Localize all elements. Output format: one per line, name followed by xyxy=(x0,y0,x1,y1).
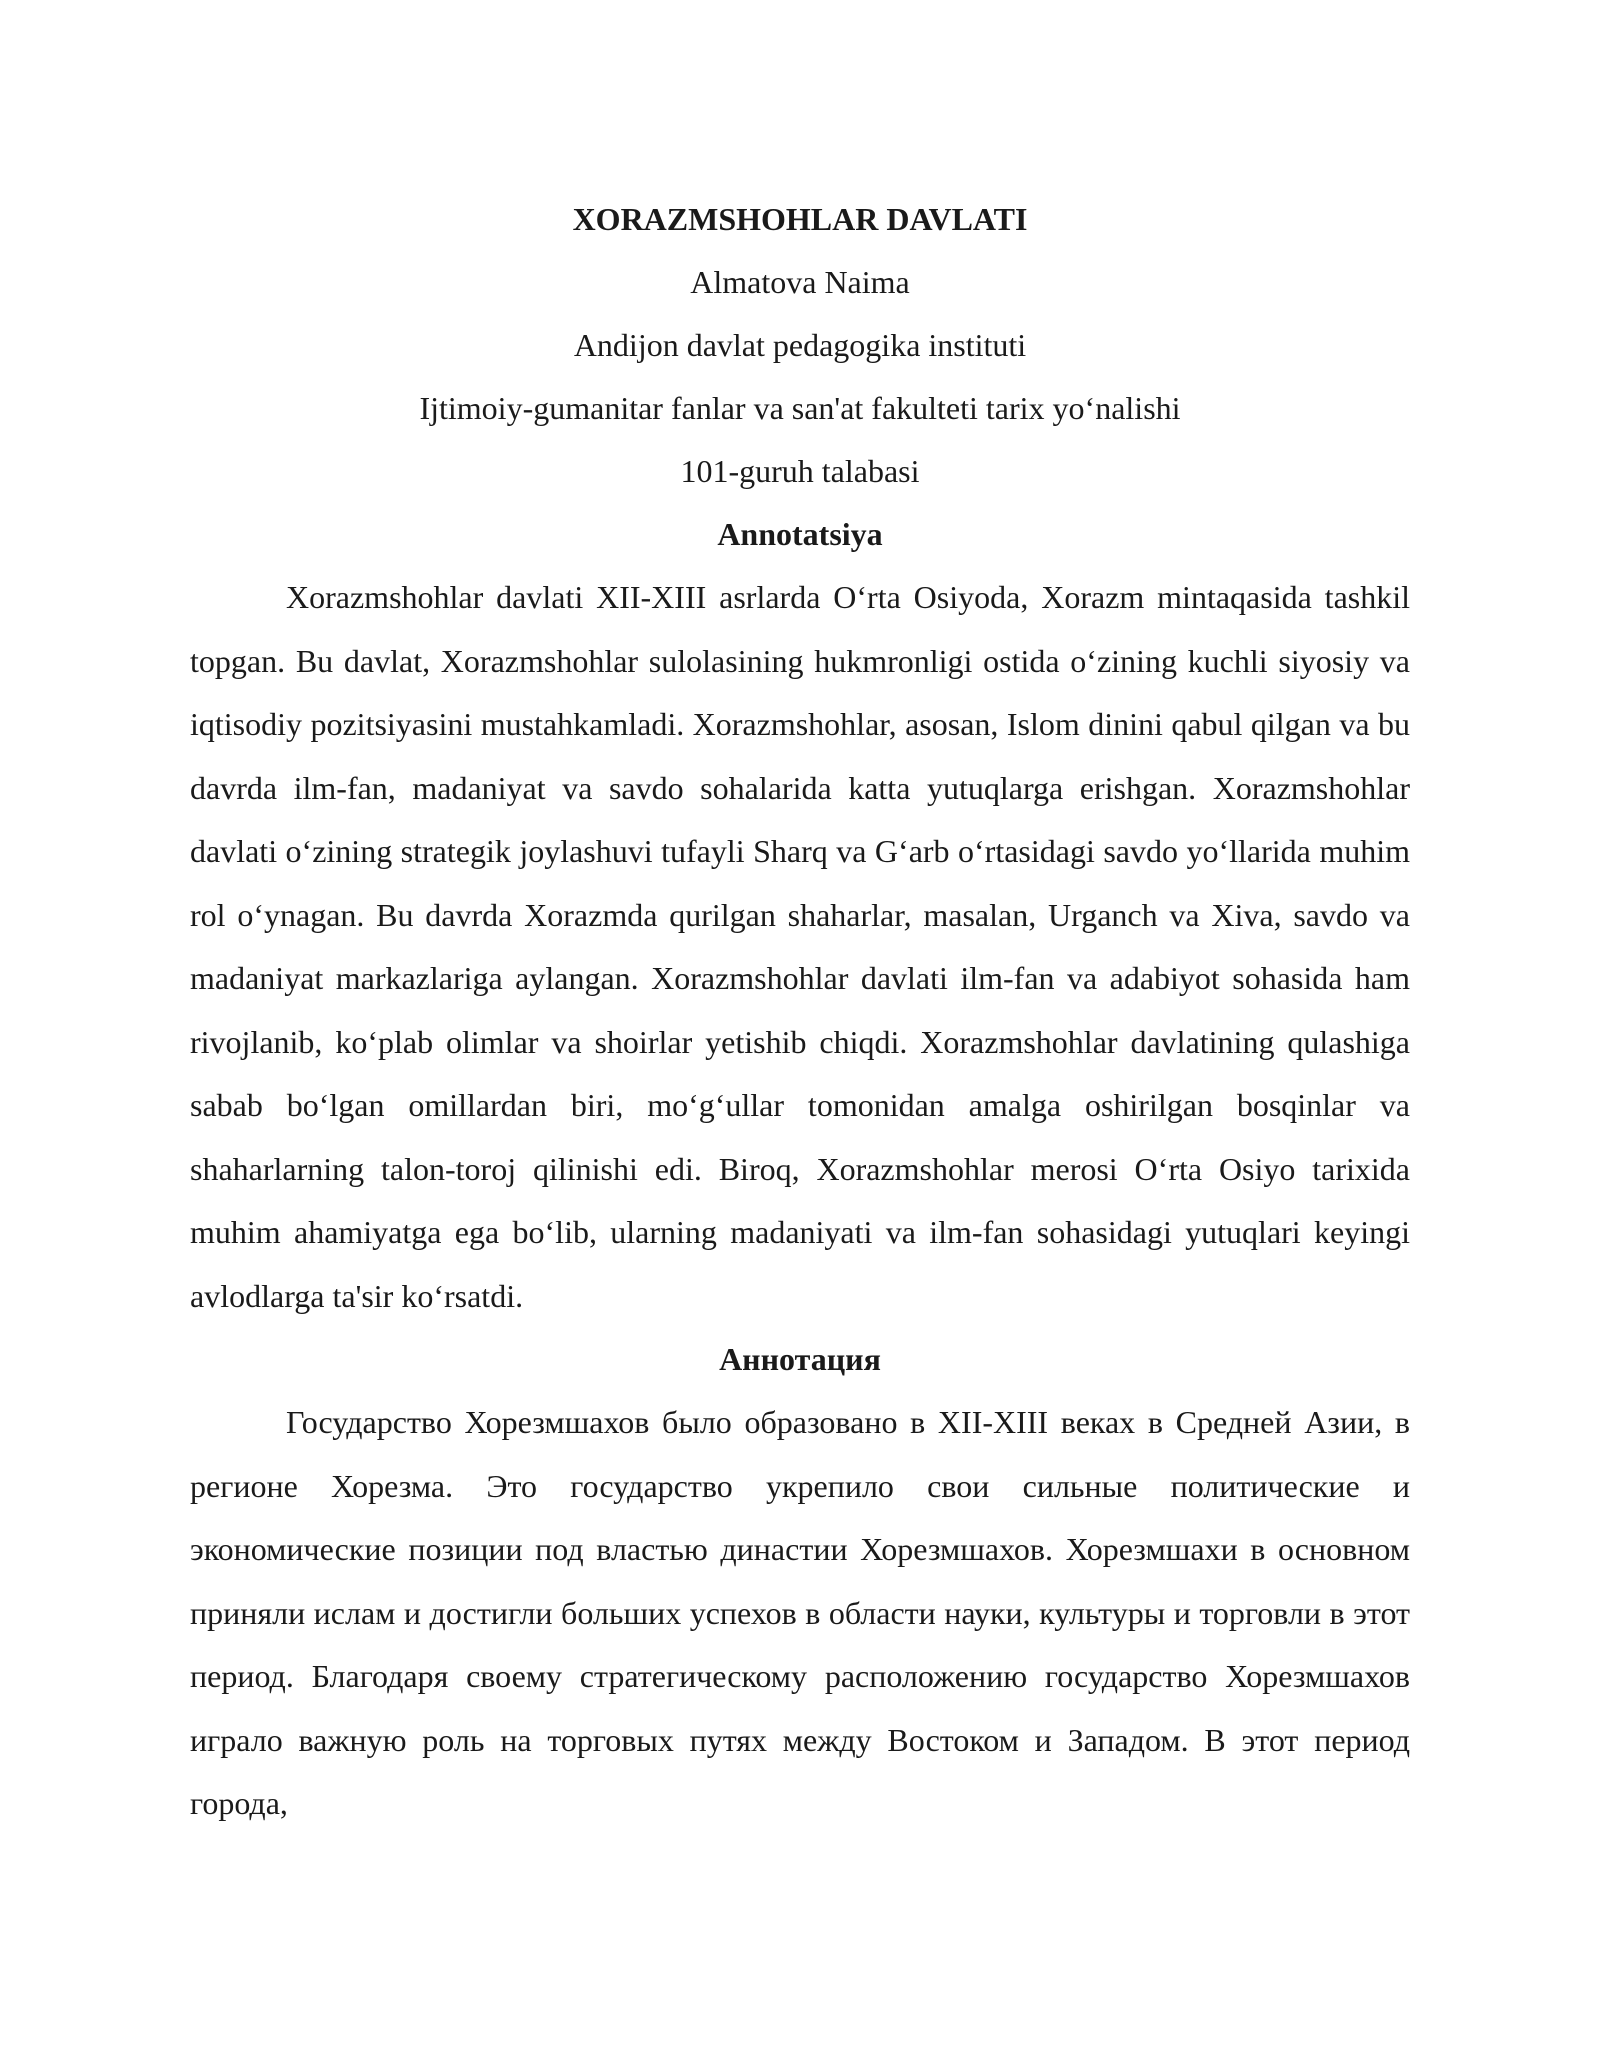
faculty-name: Ijtimoiy-gumanitar fanlar va san'at fakulteti tarix yo‘nalishi xyxy=(419,390,1181,426)
author-name: Almatova Naima xyxy=(690,264,910,300)
annotation-ru-paragraph: Государство Хорезмшахов было образовано в XII-XIII веках в Средней Азии, в регионе Хорезма. Это государство укрепило свои сильные политические и экономические позиции под властью династии Хорезмшахов. Хорезмшахи в основном приняли ислам и достигли больших успехов в области науки, культуры и торговли в этот период. Благодаря своему стратегическому расположению государство Хорезмшахов играло важную роль на торговых путях между Востоком и Западом. В этот период города, xyxy=(190,1404,1410,1821)
document-page xyxy=(190,188,1410,1836)
annotation-ru-heading: Аннотация xyxy=(719,1341,881,1377)
institution-name: Andijon davlat pedagogika instituti xyxy=(573,327,1027,363)
student-group: 101-guruh talabasi xyxy=(680,453,920,489)
annotation-uz-paragraph: Xorazmshohlar davlati XII-XIII asrlarda O‘rta Osiyoda, Xorazm mintaqasida tashkil topgan. Bu davlat, Xorazmshohlar sulolasining hukmronligi ostida o‘zining kuchli siyosiy va iqtisodiy pozitsiyasini mustahkamladi. Xorazmshohlar, asosan, Islom dinini qabul qilgan va bu davrda ilm-fan, madaniyat va savdo sohalarida katta yutuqlarga erishgan. Xorazmshohlar davlati o‘zining strategik joylashuvi tufayli Sharq va G‘arb o‘rtasidagi savdo yo‘llarida muhim rol o‘ynagan. Bu davrda Xorazmda qurilgan shaharlar, masalan, Urganch va Xiva, savdo va madaniyat markazlariga aylangan. Xorazmshohlar davlati ilm-fan va adabiyot sohasida ham rivojlanib, ko‘plab olimlar va shoirlar yetishib chiqdi. Xorazmshohlar davlatining qulashiga sabab bo‘lgan omillardan biri, mo‘g‘ullar tomonidan amalga oshirilgan bosqinlar va shaharlarning talon-toroj qilinishi edi. Biroq, Xorazmshohlar merosi O‘rta Osiyo tarixida muhim ahamiyatga ega bo‘lib, ularning madaniyati va ilm-fan sohasidagi yutuqlari keyingi avlodlarga ta'sir ko‘rsatdi. xyxy=(190,579,1410,1314)
annotation-uz-heading: Annotatsiya xyxy=(717,516,883,552)
article-title: XORAZMSHOHLAR DAVLATI xyxy=(572,201,1028,237)
